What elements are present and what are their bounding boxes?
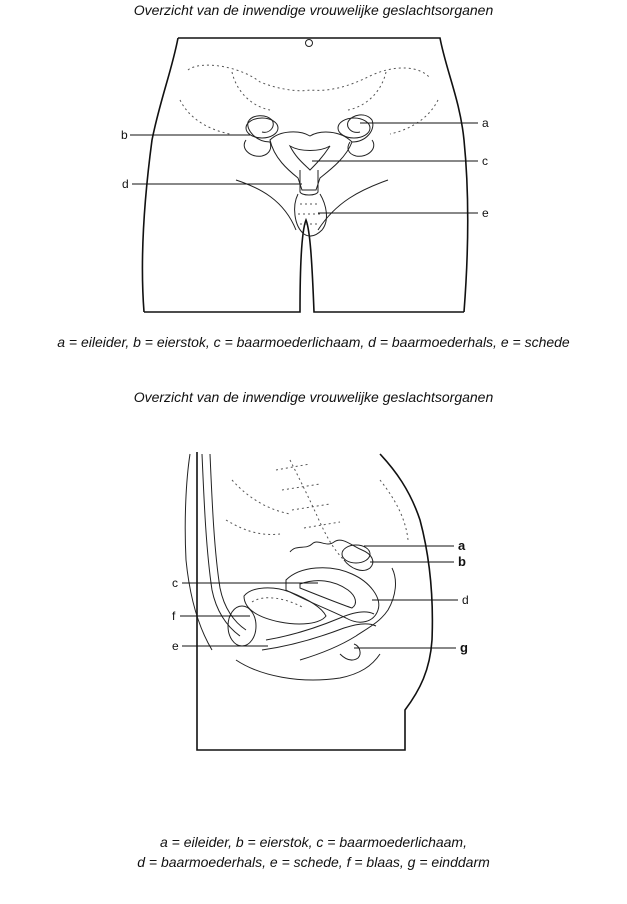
vagina — [266, 612, 374, 640]
torso-outline — [197, 452, 432, 750]
label-c: c — [482, 154, 488, 168]
cervix — [300, 170, 318, 195]
label-g: g — [460, 640, 468, 655]
label-d: d — [462, 593, 469, 607]
figure1-caption: a = eileider, b = eierstok, c = baarmoederlichaam, d = baarmoederhals, e = schede — [57, 334, 570, 350]
anal-canal — [340, 644, 360, 660]
uterus-body — [286, 568, 379, 622]
pelvic-bone — [180, 65, 438, 134]
body-outline — [142, 38, 467, 312]
figure1-title: Overzicht van de inwendige vrouwelijke geslachtsorganen — [133, 2, 494, 18]
figure2-caption — [0, 832, 627, 872]
navel — [306, 40, 313, 47]
ovary — [342, 545, 370, 563]
side-view-diagram — [0, 440, 627, 760]
inner-thigh-lines — [236, 180, 388, 230]
intestine-outline — [226, 480, 408, 540]
label-e: e — [482, 206, 489, 220]
rectum — [300, 568, 395, 660]
label-a: a — [482, 116, 489, 130]
label-f: f — [172, 609, 176, 623]
vagina-texture — [298, 204, 322, 224]
vagina-lower — [262, 624, 376, 650]
left-ovary — [246, 118, 278, 138]
uterus-cavity — [290, 146, 330, 170]
figure2-caption-line2: d = baarmoederhals, e = schede, f = blaas, g = einddarm — [137, 854, 490, 870]
figure2-title: Overzicht van de inwendige vrouwelijke geslachtsorganen — [133, 389, 494, 405]
label-b: b — [121, 128, 128, 142]
bladder-wall — [252, 598, 304, 608]
left-fimbria — [244, 140, 271, 156]
figure2-caption-line1: a = eileider, b = eierstok, c = baarmoederlichaam, — [159, 834, 467, 850]
label-e: e — [172, 639, 179, 653]
front-view-diagram — [0, 30, 627, 320]
uterus-cavity — [300, 581, 355, 608]
right-ovary — [338, 118, 370, 138]
label-b: b — [458, 554, 466, 569]
label-a: a — [458, 538, 466, 553]
label-c: c — [172, 576, 178, 590]
pubic-bone — [228, 606, 256, 646]
vagina — [295, 194, 327, 236]
fallopian-tube — [290, 540, 373, 570]
label-d: d — [122, 177, 129, 191]
